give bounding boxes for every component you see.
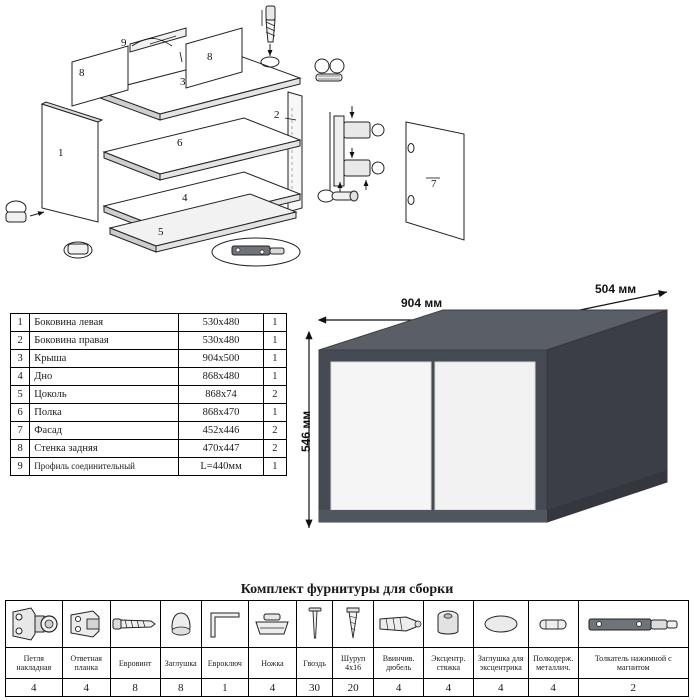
part-name: Фасад	[30, 422, 179, 440]
kit-item-label: Ответная планка	[62, 648, 110, 679]
screw-dowel-detail	[315, 59, 344, 81]
kit-item-label: Шуруп 4х16	[332, 648, 373, 679]
mounting-plate-icon	[62, 601, 110, 648]
part-size: L=440мм	[179, 458, 263, 476]
part-name: Стенка задняя	[30, 440, 179, 458]
kit-item-count: 4	[424, 679, 474, 697]
parts-list-table	[10, 313, 287, 476]
part-size: 868х74	[179, 386, 263, 404]
part-qty: 1	[263, 350, 286, 368]
kit-item-label: Полкодерж. металлич.	[528, 648, 578, 679]
part-shelf	[104, 118, 300, 180]
part-name: Цоколь	[30, 386, 179, 404]
part-qty: 1	[263, 314, 286, 332]
cabinet-height-dimension: 546 мм	[299, 410, 313, 452]
part-number: 1	[11, 314, 30, 332]
callout-3: 3	[180, 76, 186, 88]
part-number: 4	[11, 368, 30, 386]
screw-dowel-icon	[374, 601, 424, 648]
table-row	[11, 368, 287, 386]
part-number: 2	[11, 332, 30, 350]
kit-item-label: Гвоздь	[297, 648, 333, 679]
part-qty: 1	[263, 404, 286, 422]
part-number: 5	[11, 386, 30, 404]
hinge-assembly-detail	[330, 106, 384, 192]
screw-icon	[332, 601, 373, 648]
part-size: 904х500	[179, 350, 263, 368]
part-side-panel-left	[42, 102, 102, 222]
kit-item-label: Евровинт	[110, 648, 160, 679]
hardware-kit-title: Комплект фурнитуры для сборки	[240, 582, 454, 597]
magnet-catch-detail	[212, 238, 300, 266]
kit-item-label: Заглушка для эксцентрика	[473, 648, 528, 679]
hardware-kit-table	[5, 600, 689, 697]
kit-item-count: 20	[332, 679, 373, 697]
kit-item-count: 8	[110, 679, 160, 697]
part-size: 470х447	[179, 440, 263, 458]
kit-item-count: 4	[374, 679, 424, 697]
callout-5: 5	[158, 226, 164, 238]
metal-shelf-support-icon	[528, 601, 578, 648]
part-qty: 1	[263, 368, 286, 386]
euro-key-icon	[201, 601, 248, 648]
part-size: 530х480	[179, 332, 263, 350]
kit-item-label: Заглушка	[160, 648, 201, 679]
finished-cabinet-view	[295, 280, 690, 555]
part-number: 6	[11, 404, 30, 422]
part-name: Крыша	[30, 350, 179, 368]
cabinet-body	[319, 310, 667, 522]
cam-lock-detail	[318, 190, 358, 202]
kit-item-count: 1	[201, 679, 248, 697]
callout-8-left: 8	[79, 67, 85, 79]
euro-screw-detail	[261, 6, 279, 67]
exploded-diagram-svg	[0, 0, 500, 290]
part-qty: 1	[263, 458, 286, 476]
kit-item-count: 4	[6, 679, 63, 697]
part-number: 3	[11, 350, 30, 368]
kit-item-label: Толкатель нажимной с магнитом	[578, 648, 688, 679]
part-size: 530х480	[179, 314, 263, 332]
part-qty: 2	[263, 386, 286, 404]
table-row	[11, 386, 287, 404]
exploded-assembly-diagram	[0, 0, 500, 290]
part-connecting-profile	[130, 28, 186, 52]
callout-6: 6	[177, 137, 183, 149]
kit-item-count: 4	[473, 679, 528, 697]
cam-cap-icon	[473, 601, 528, 648]
part-name: Профиль соединительный	[30, 458, 179, 476]
cabinet-depth-dimension: 504 мм	[595, 282, 637, 296]
callout-8-right: 8	[207, 51, 213, 63]
callout-1: 1	[58, 147, 64, 159]
kit-item-count: 8	[160, 679, 201, 697]
table-row	[11, 314, 287, 332]
part-name: Дно	[30, 368, 179, 386]
part-name: Боковина левая	[30, 314, 179, 332]
table-row	[11, 440, 287, 458]
cabinet-svg	[295, 280, 690, 555]
part-name: Боковина правая	[30, 332, 179, 350]
kit-item-label: Ножка	[248, 648, 296, 679]
kit-icon-row	[6, 601, 689, 648]
magnet-push-catch-icon	[578, 601, 688, 648]
part-qty: 2	[263, 422, 286, 440]
part-size: 868х480	[179, 368, 263, 386]
cabinet-door-right	[435, 362, 535, 510]
part-number: 8	[11, 440, 30, 458]
part-qty: 1	[263, 332, 286, 350]
hinge-overlay-icon	[6, 601, 63, 648]
euro-screw-icon	[110, 601, 160, 648]
kit-count-row	[6, 679, 689, 697]
kit-item-label: Евроключ	[201, 648, 248, 679]
kit-item-count: 30	[297, 679, 333, 697]
table-row	[11, 422, 287, 440]
callout-4: 4	[182, 192, 188, 204]
kit-item-count: 4	[248, 679, 296, 697]
callout-9: 9	[121, 37, 127, 49]
table-row	[11, 404, 287, 422]
callout-7: 7	[431, 178, 437, 190]
cap-cover-icon	[160, 601, 201, 648]
nail-icon	[297, 601, 333, 648]
cabinet-width-dimension: 904 мм	[401, 296, 443, 310]
kit-item-label: Петля накладная	[6, 648, 63, 679]
part-qty: 2	[263, 440, 286, 458]
table-row	[11, 332, 287, 350]
kit-item-label: Ввинчив. дюбель	[374, 648, 424, 679]
kit-item-count: 2	[578, 679, 688, 697]
kit-item-count: 4	[528, 679, 578, 697]
part-size: 868х470	[179, 404, 263, 422]
leg-icon	[248, 601, 296, 648]
part-number: 9	[11, 458, 30, 476]
kit-label-row	[6, 648, 689, 679]
cam-lock-icon	[424, 601, 474, 648]
table-row	[11, 350, 287, 368]
table-row	[11, 458, 287, 476]
part-size: 452х446	[179, 422, 263, 440]
cabinet-door-left	[331, 362, 431, 510]
kit-item-count: 4	[62, 679, 110, 697]
callout-2: 2	[274, 109, 280, 121]
part-number: 7	[11, 422, 30, 440]
kit-item-label: Эксцентр. стяжка	[424, 648, 474, 679]
part-name: Полка	[30, 404, 179, 422]
